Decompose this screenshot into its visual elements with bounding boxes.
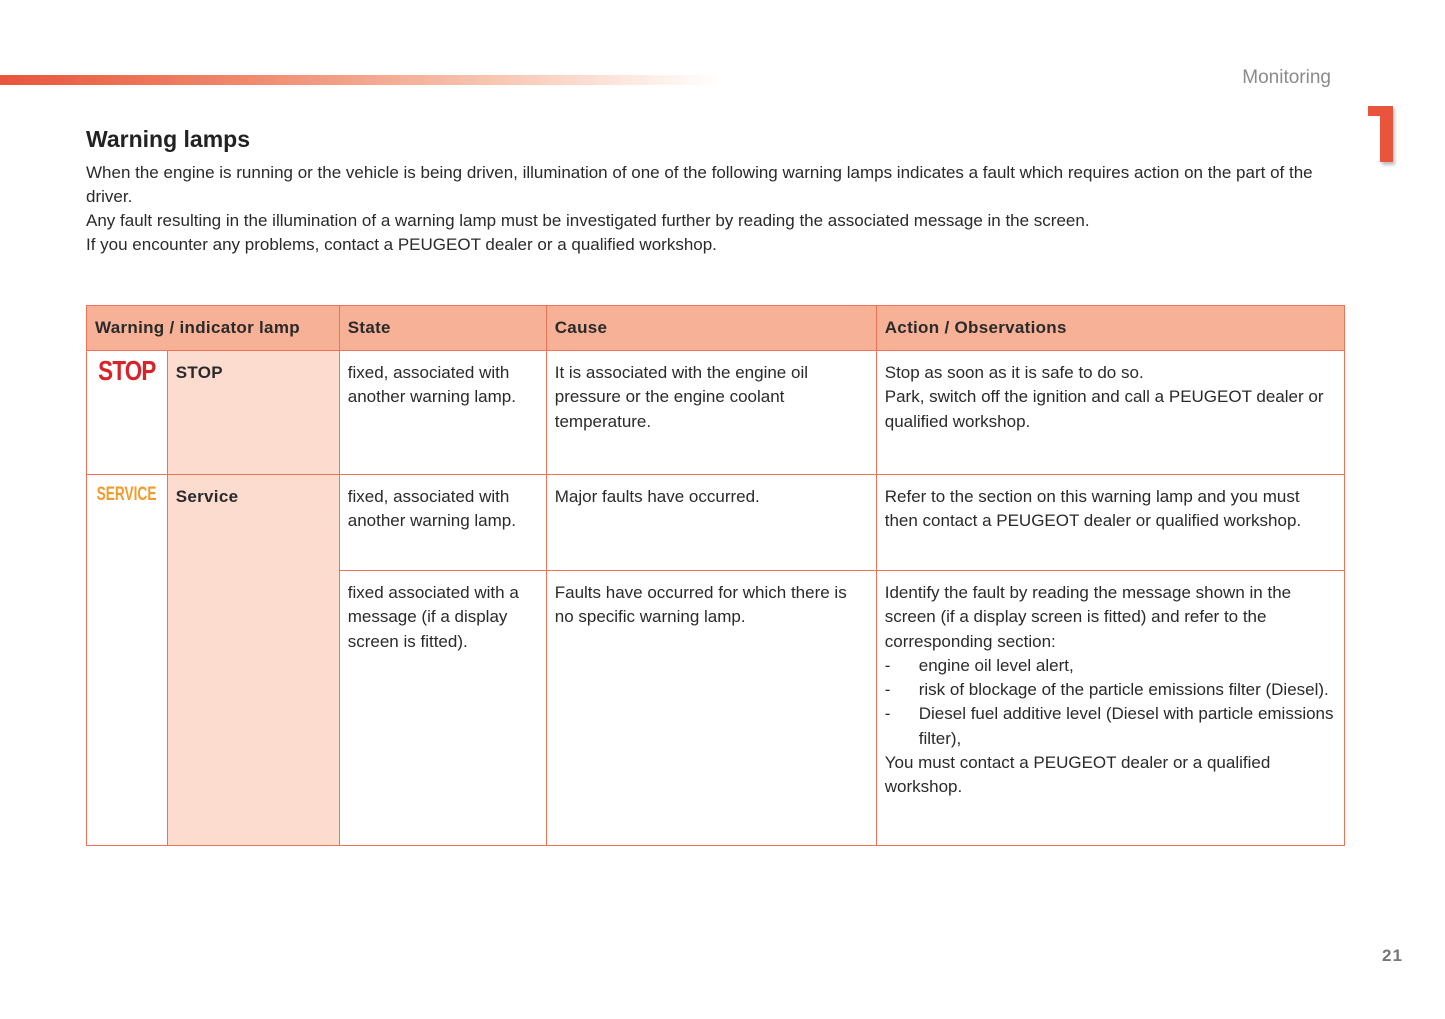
action-list <box>885 654 1336 751</box>
state-cell: fixed, associated with another warning lamp. <box>339 351 546 475</box>
intro-paragraph: When the engine is running or the vehicle is being driven, illumination of one of the following warning lamps indicates a fault which requires action on the part of the driver. <box>86 163 1313 206</box>
service-lamp-icon <box>87 475 168 846</box>
action-cell: Refer to the section on this warning lamp and you must then contact a PEUGEOT dealer or qualified workshop. <box>876 475 1344 571</box>
state-cell: fixed associated with a message (if a display screen is fitted). <box>339 571 546 846</box>
stop-icon: STOP <box>98 355 156 386</box>
header-state: State <box>339 306 546 351</box>
page-title: Warning lamps <box>86 126 250 152</box>
table-header-row <box>87 306 1345 351</box>
action-line: Identify the fault by reading the message shown in the screen (if a display screen is fitted) and refer to the corresponding section: <box>884 583 1292 651</box>
state-cell: fixed, associated with another warning lamp. <box>339 475 546 571</box>
lamp-name: Service <box>167 475 339 846</box>
header-action: Action / Observations <box>876 306 1344 351</box>
header-bar <box>0 75 720 85</box>
action-cell <box>876 571 1344 846</box>
page-number: 21 <box>1382 946 1403 965</box>
stop-lamp-icon <box>87 351 168 475</box>
intro-paragraph: Any fault resulting in the illumination of a warning lamp must be investigated further by reading the associated message in the screen. <box>86 211 1090 230</box>
list-item: - risk of blockage of the particle emissions filter (Diesel). <box>885 678 1336 702</box>
chapter-marker <box>1368 106 1398 164</box>
action-cell <box>876 351 1344 475</box>
table-row <box>87 475 1345 571</box>
action-line: You must contact a PEUGEOT dealer or a qualified workshop. <box>884 753 1271 797</box>
action-line: Stop as soon as it is safe to do so. <box>884 363 1144 382</box>
warning-lamps-table <box>86 305 1345 846</box>
header-lamp: Warning / indicator lamp <box>87 306 340 351</box>
list-item: - Diesel fuel additive level (Diesel with particle emissions filter), <box>885 702 1336 751</box>
list-item: - engine oil level alert, <box>885 654 1336 678</box>
lamp-name: STOP <box>167 351 339 475</box>
intro-paragraph: If you encounter any problems, contact a PEUGEOT dealer or a qualified workshop. <box>86 235 717 254</box>
section-title: Monitoring <box>1242 67 1331 88</box>
service-icon: SERVICE <box>96 484 157 505</box>
table-row <box>87 351 1345 475</box>
action-line: Park, switch off the ignition and call a PEUGEOT dealer or qualified workshop. <box>884 387 1324 431</box>
cause-cell: It is associated with the engine oil pressure or the engine coolant temperature. <box>546 351 876 475</box>
intro-text <box>86 161 1326 257</box>
cause-cell: Major faults have occurred. <box>546 475 876 571</box>
cause-cell: Faults have occurred for which there is no specific warning lamp. <box>546 571 876 846</box>
header-cause: Cause <box>546 306 876 351</box>
